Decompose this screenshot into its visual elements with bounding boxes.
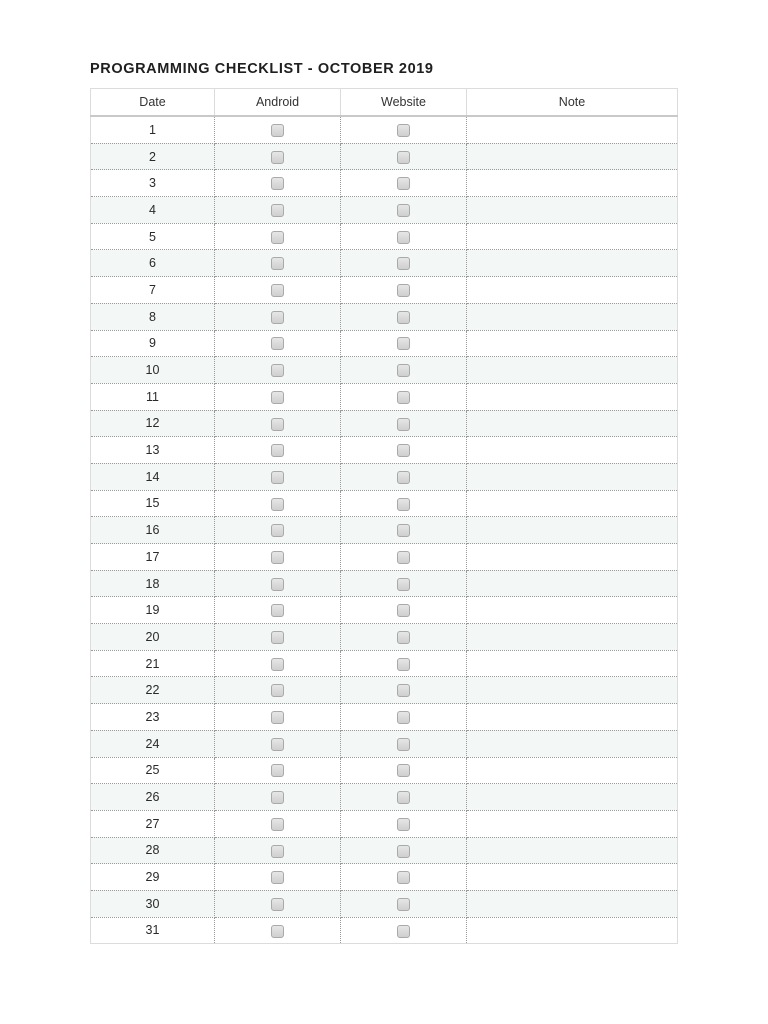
date-cell: 24 bbox=[91, 730, 215, 757]
website-checkbox[interactable] bbox=[397, 498, 410, 511]
android-cell bbox=[215, 810, 341, 837]
android-cell bbox=[215, 143, 341, 170]
android-checkbox[interactable] bbox=[271, 658, 284, 671]
note-cell[interactable] bbox=[467, 463, 678, 490]
website-cell bbox=[341, 490, 467, 517]
note-cell[interactable] bbox=[467, 303, 678, 330]
note-cell[interactable] bbox=[467, 437, 678, 464]
android-checkbox[interactable] bbox=[271, 311, 284, 324]
date-cell: 21 bbox=[91, 650, 215, 677]
android-checkbox[interactable] bbox=[271, 791, 284, 804]
website-checkbox[interactable] bbox=[397, 364, 410, 377]
website-cell bbox=[341, 864, 467, 891]
android-cell bbox=[215, 517, 341, 544]
website-checkbox[interactable] bbox=[397, 658, 410, 671]
android-checkbox[interactable] bbox=[271, 631, 284, 644]
website-cell bbox=[341, 437, 467, 464]
date-cell: 12 bbox=[91, 410, 215, 437]
table-row bbox=[91, 410, 678, 437]
android-checkbox[interactable] bbox=[271, 151, 284, 164]
website-checkbox[interactable] bbox=[397, 551, 410, 564]
android-cell bbox=[215, 383, 341, 410]
android-checkbox[interactable] bbox=[271, 284, 284, 297]
date-cell: 3 bbox=[91, 170, 215, 197]
date-cell: 29 bbox=[91, 864, 215, 891]
android-cell bbox=[215, 410, 341, 437]
website-cell bbox=[341, 330, 467, 357]
table-row bbox=[91, 223, 678, 250]
android-checkbox[interactable] bbox=[271, 391, 284, 404]
website-cell bbox=[341, 837, 467, 864]
website-checkbox[interactable] bbox=[397, 524, 410, 537]
website-cell bbox=[341, 544, 467, 571]
website-checkbox[interactable] bbox=[397, 578, 410, 591]
table-row bbox=[91, 784, 678, 811]
note-cell[interactable] bbox=[467, 650, 678, 677]
table-row bbox=[91, 197, 678, 224]
android-checkbox[interactable] bbox=[271, 231, 284, 244]
android-cell bbox=[215, 463, 341, 490]
android-cell bbox=[215, 837, 341, 864]
note-cell[interactable] bbox=[467, 170, 678, 197]
website-checkbox[interactable] bbox=[397, 257, 410, 270]
table-row bbox=[91, 116, 678, 143]
note-cell[interactable] bbox=[467, 757, 678, 784]
note-cell[interactable] bbox=[467, 677, 678, 704]
table-row bbox=[91, 570, 678, 597]
date-cell: 27 bbox=[91, 810, 215, 837]
website-checkbox[interactable] bbox=[397, 738, 410, 751]
website-cell bbox=[341, 410, 467, 437]
android-checkbox[interactable] bbox=[271, 925, 284, 938]
android-checkbox[interactable] bbox=[271, 684, 284, 697]
checklist-table bbox=[90, 88, 678, 944]
column-header-date: Date bbox=[91, 89, 215, 117]
website-checkbox[interactable] bbox=[397, 711, 410, 724]
website-checkbox[interactable] bbox=[397, 231, 410, 244]
website-cell bbox=[341, 624, 467, 651]
android-cell bbox=[215, 570, 341, 597]
website-cell bbox=[341, 890, 467, 917]
website-checkbox[interactable] bbox=[397, 684, 410, 697]
website-checkbox[interactable] bbox=[397, 391, 410, 404]
date-cell: 16 bbox=[91, 517, 215, 544]
note-cell[interactable] bbox=[467, 544, 678, 571]
android-cell bbox=[215, 223, 341, 250]
date-cell: 6 bbox=[91, 250, 215, 277]
website-cell bbox=[341, 784, 467, 811]
note-cell[interactable] bbox=[467, 890, 678, 917]
android-checkbox[interactable] bbox=[271, 764, 284, 777]
note-cell[interactable] bbox=[467, 250, 678, 277]
website-cell bbox=[341, 116, 467, 143]
date-cell: 4 bbox=[91, 197, 215, 224]
header-row bbox=[91, 89, 678, 117]
android-checkbox[interactable] bbox=[271, 471, 284, 484]
note-cell[interactable] bbox=[467, 810, 678, 837]
android-cell bbox=[215, 250, 341, 277]
website-cell bbox=[341, 704, 467, 731]
android-cell bbox=[215, 677, 341, 704]
website-checkbox[interactable] bbox=[397, 444, 410, 457]
android-checkbox[interactable] bbox=[271, 364, 284, 377]
table-row bbox=[91, 517, 678, 544]
website-checkbox[interactable] bbox=[397, 871, 410, 884]
android-cell bbox=[215, 544, 341, 571]
website-cell bbox=[341, 677, 467, 704]
date-cell: 23 bbox=[91, 704, 215, 731]
android-cell bbox=[215, 277, 341, 304]
note-cell[interactable] bbox=[467, 357, 678, 384]
note-cell[interactable] bbox=[467, 784, 678, 811]
note-cell[interactable] bbox=[467, 624, 678, 651]
android-cell bbox=[215, 197, 341, 224]
android-cell bbox=[215, 170, 341, 197]
website-checkbox[interactable] bbox=[397, 471, 410, 484]
table-row bbox=[91, 597, 678, 624]
website-checkbox[interactable] bbox=[397, 124, 410, 137]
column-header-note: Note bbox=[467, 89, 678, 117]
website-checkbox[interactable] bbox=[397, 818, 410, 831]
android-checkbox[interactable] bbox=[271, 898, 284, 911]
website-cell bbox=[341, 303, 467, 330]
website-checkbox[interactable] bbox=[397, 311, 410, 324]
android-cell bbox=[215, 303, 341, 330]
table-row bbox=[91, 303, 678, 330]
website-checkbox[interactable] bbox=[397, 764, 410, 777]
android-cell bbox=[215, 730, 341, 757]
table-row bbox=[91, 890, 678, 917]
android-checkbox[interactable] bbox=[271, 578, 284, 591]
website-checkbox[interactable] bbox=[397, 418, 410, 431]
website-cell bbox=[341, 810, 467, 837]
website-checkbox[interactable] bbox=[397, 284, 410, 297]
android-checkbox[interactable] bbox=[271, 551, 284, 564]
date-cell: 26 bbox=[91, 784, 215, 811]
table-row bbox=[91, 330, 678, 357]
website-cell bbox=[341, 757, 467, 784]
date-cell: 18 bbox=[91, 570, 215, 597]
website-checkbox[interactable] bbox=[397, 791, 410, 804]
note-cell[interactable] bbox=[467, 837, 678, 864]
note-cell[interactable] bbox=[467, 143, 678, 170]
date-cell: 25 bbox=[91, 757, 215, 784]
table-row bbox=[91, 810, 678, 837]
website-checkbox[interactable] bbox=[397, 845, 410, 858]
date-cell: 8 bbox=[91, 303, 215, 330]
android-cell bbox=[215, 116, 341, 143]
android-cell bbox=[215, 864, 341, 891]
note-cell[interactable] bbox=[467, 410, 678, 437]
date-cell: 2 bbox=[91, 143, 215, 170]
table-row bbox=[91, 730, 678, 757]
table-row bbox=[91, 650, 678, 677]
android-checkbox[interactable] bbox=[271, 524, 284, 537]
date-cell: 11 bbox=[91, 383, 215, 410]
android-cell bbox=[215, 890, 341, 917]
android-cell bbox=[215, 757, 341, 784]
website-cell bbox=[341, 250, 467, 277]
table-row bbox=[91, 250, 678, 277]
table-row bbox=[91, 917, 678, 944]
date-cell: 14 bbox=[91, 463, 215, 490]
android-cell bbox=[215, 597, 341, 624]
website-cell bbox=[341, 730, 467, 757]
android-checkbox[interactable] bbox=[271, 711, 284, 724]
date-cell: 31 bbox=[91, 917, 215, 944]
website-cell bbox=[341, 383, 467, 410]
website-cell bbox=[341, 197, 467, 224]
android-cell bbox=[215, 437, 341, 464]
table-row bbox=[91, 544, 678, 571]
android-checkbox[interactable] bbox=[271, 177, 284, 190]
android-cell bbox=[215, 784, 341, 811]
android-cell bbox=[215, 624, 341, 651]
android-checkbox[interactable] bbox=[271, 418, 284, 431]
table-row bbox=[91, 864, 678, 891]
website-cell bbox=[341, 917, 467, 944]
date-cell: 30 bbox=[91, 890, 215, 917]
date-cell: 28 bbox=[91, 837, 215, 864]
android-cell bbox=[215, 490, 341, 517]
note-cell[interactable] bbox=[467, 277, 678, 304]
note-cell[interactable] bbox=[467, 570, 678, 597]
android-checkbox[interactable] bbox=[271, 444, 284, 457]
date-cell: 20 bbox=[91, 624, 215, 651]
website-cell bbox=[341, 357, 467, 384]
table-row bbox=[91, 143, 678, 170]
note-cell[interactable] bbox=[467, 330, 678, 357]
android-checkbox[interactable] bbox=[271, 204, 284, 217]
note-cell[interactable] bbox=[467, 917, 678, 944]
date-cell: 7 bbox=[91, 277, 215, 304]
table-row bbox=[91, 704, 678, 731]
android-checkbox[interactable] bbox=[271, 738, 284, 751]
table-row bbox=[91, 677, 678, 704]
date-cell: 19 bbox=[91, 597, 215, 624]
website-checkbox[interactable] bbox=[397, 337, 410, 350]
note-cell[interactable] bbox=[467, 517, 678, 544]
column-header-android: Android bbox=[215, 89, 341, 117]
website-checkbox[interactable] bbox=[397, 631, 410, 644]
table-row bbox=[91, 170, 678, 197]
website-checkbox[interactable] bbox=[397, 204, 410, 217]
android-checkbox[interactable] bbox=[271, 604, 284, 617]
note-cell[interactable] bbox=[467, 490, 678, 517]
website-cell bbox=[341, 170, 467, 197]
date-cell: 9 bbox=[91, 330, 215, 357]
android-cell bbox=[215, 650, 341, 677]
table-row bbox=[91, 277, 678, 304]
android-cell bbox=[215, 330, 341, 357]
android-cell bbox=[215, 917, 341, 944]
note-cell[interactable] bbox=[467, 116, 678, 143]
note-cell[interactable] bbox=[467, 864, 678, 891]
table-row bbox=[91, 490, 678, 517]
date-cell: 1 bbox=[91, 116, 215, 143]
website-cell bbox=[341, 223, 467, 250]
android-checkbox[interactable] bbox=[271, 337, 284, 350]
table-row bbox=[91, 357, 678, 384]
website-cell bbox=[341, 650, 467, 677]
note-cell[interactable] bbox=[467, 197, 678, 224]
website-checkbox[interactable] bbox=[397, 925, 410, 938]
table-row bbox=[91, 837, 678, 864]
note-cell[interactable] bbox=[467, 223, 678, 250]
android-cell bbox=[215, 704, 341, 731]
android-checkbox[interactable] bbox=[271, 871, 284, 884]
website-cell bbox=[341, 570, 467, 597]
website-cell bbox=[341, 463, 467, 490]
note-cell[interactable] bbox=[467, 597, 678, 624]
website-cell bbox=[341, 143, 467, 170]
website-checkbox[interactable] bbox=[397, 151, 410, 164]
note-cell[interactable] bbox=[467, 704, 678, 731]
android-checkbox[interactable] bbox=[271, 257, 284, 270]
table-row bbox=[91, 463, 678, 490]
website-cell bbox=[341, 277, 467, 304]
date-cell: 22 bbox=[91, 677, 215, 704]
note-cell[interactable] bbox=[467, 730, 678, 757]
date-cell: 5 bbox=[91, 223, 215, 250]
android-checkbox[interactable] bbox=[271, 818, 284, 831]
page-title: PROGRAMMING CHECKLIST - OCTOBER 2019 bbox=[90, 61, 434, 77]
date-cell: 13 bbox=[91, 437, 215, 464]
website-checkbox[interactable] bbox=[397, 177, 410, 190]
android-checkbox[interactable] bbox=[271, 498, 284, 511]
table-row bbox=[91, 757, 678, 784]
android-checkbox[interactable] bbox=[271, 845, 284, 858]
android-cell bbox=[215, 357, 341, 384]
column-header-website: Website bbox=[341, 89, 467, 117]
android-checkbox[interactable] bbox=[271, 124, 284, 137]
note-cell[interactable] bbox=[467, 383, 678, 410]
date-cell: 17 bbox=[91, 544, 215, 571]
website-checkbox[interactable] bbox=[397, 604, 410, 617]
date-cell: 15 bbox=[91, 490, 215, 517]
website-cell bbox=[341, 597, 467, 624]
table-row bbox=[91, 624, 678, 651]
website-checkbox[interactable] bbox=[397, 898, 410, 911]
date-cell: 10 bbox=[91, 357, 215, 384]
website-cell bbox=[341, 517, 467, 544]
table-row bbox=[91, 437, 678, 464]
table-row bbox=[91, 383, 678, 410]
